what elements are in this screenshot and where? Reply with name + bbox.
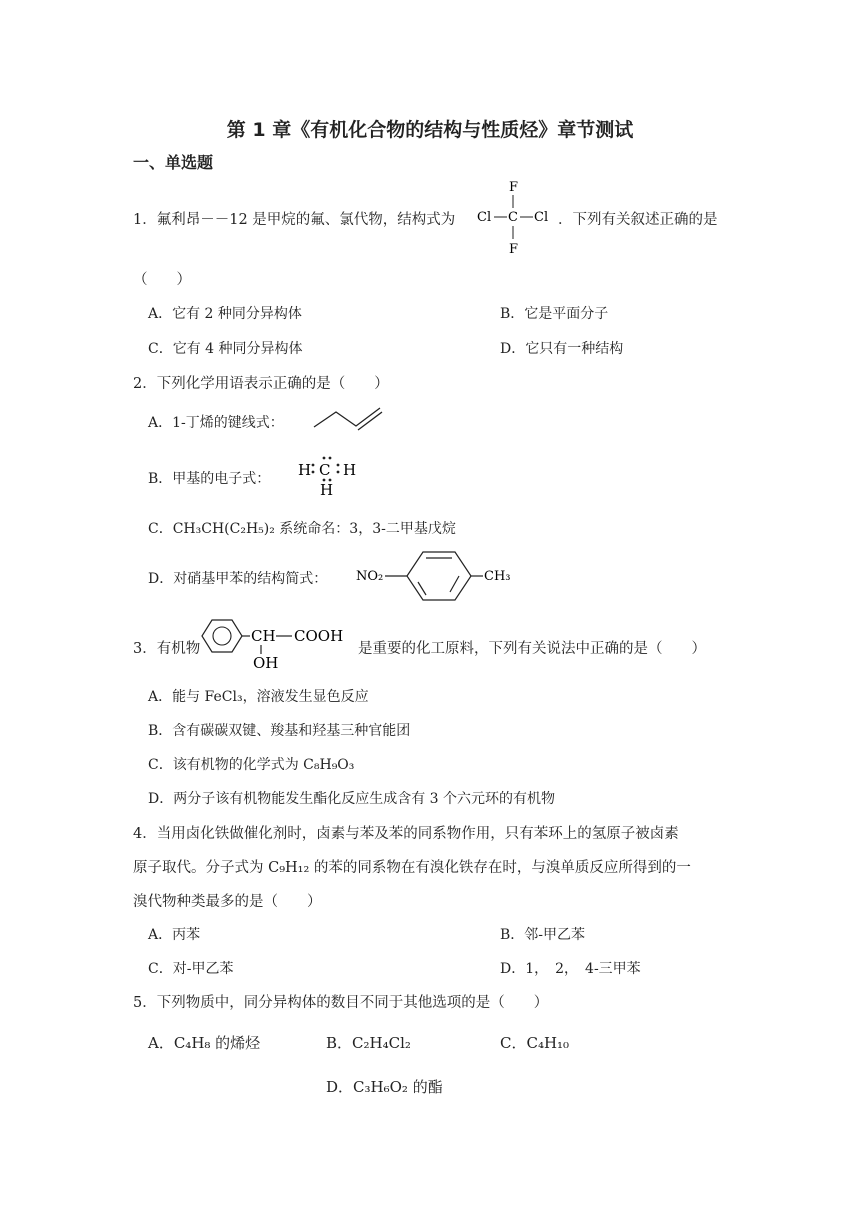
question-3-stem-a: 3．有机物 — [133, 641, 201, 657]
methyl-electron-formula — [297, 455, 362, 500]
question-1-paren: （ ） — [133, 272, 191, 288]
question-1-option-a: A．它有 2 种同分异构体 — [148, 306, 302, 322]
question-3-option-d: D．两分子该有机物能发生酯化反应生成含有 3 个六元环的有机物 — [148, 791, 556, 807]
question-2-option-b: B．甲基的电子式： — [148, 471, 271, 487]
question-4-stem-line-1: 4．当用卤化铁做催化剂时，卤素与苯及苯的同系物作用，只有苯环上的氢原子被卤素 — [133, 826, 679, 842]
freon-c-center: C — [508, 210, 518, 225]
methyl-h-left: H — [298, 461, 312, 479]
question-4-option-b: B．邻-甲乙苯 — [500, 927, 586, 943]
question-2-option-c: C．CH₃CH(C₂H₅)₂ 系统命名：3，3-二甲基戊烷 — [148, 521, 456, 537]
question-2-option-d: D．对硝基甲苯的结构简式： — [148, 571, 328, 587]
question-1-stem-a: 1．氟利昂－－12 是甲烷的氟、氯代物，结构式为 — [133, 212, 456, 228]
methyl-c: C — [319, 461, 331, 479]
oh-label: OH — [253, 654, 279, 670]
question-1-stem-b: ．下列有关叙述正确的是 — [558, 212, 718, 228]
freon-f-bottom: F — [509, 242, 519, 257]
question-2-stem: 2．下列化学用语表示正确的是（ ） — [133, 376, 389, 392]
page-title: 第 1 章《有机化合物的结构与性质烃》章节测试 — [226, 119, 634, 141]
ch-label: CH — [251, 627, 276, 645]
methyl-group-label: CH₃ — [484, 569, 511, 584]
freon-structure-image — [475, 176, 555, 258]
question-3-option-b: B．含有碳碳双键、羧基和羟基三种官能团 — [148, 723, 411, 739]
question-5-option-b: B．C₂H₄Cl₂ — [326, 1034, 411, 1052]
question-5-stem: 5．下列物质中，同分异构体的数目不同于其他选项的是（ ） — [133, 995, 549, 1011]
question-4-stem-line-3: 溴代物种类最多的是（ ） — [133, 894, 322, 910]
question-4-option-a: A．丙苯 — [148, 927, 201, 943]
question-1-option-b: B．它是平面分子 — [500, 306, 609, 322]
freon-cl-left: Cl — [477, 210, 492, 225]
freon-cl-right: Cl — [534, 210, 549, 225]
question-1-option-d: D．它只有一种结构 — [500, 341, 624, 357]
cooh-label: COOH — [294, 627, 344, 645]
freon-f-top: F — [509, 180, 519, 195]
question-1-option-c: C．它有 4 种同分异构体 — [148, 341, 303, 357]
question-5-option-c: C．C₄H₁₀ — [500, 1034, 570, 1052]
nitro-group-label: NO₂ — [356, 569, 384, 584]
methyl-h-bottom: H — [320, 481, 334, 499]
question-5-option-a: A．C₄H₈ 的烯烃 — [148, 1034, 261, 1052]
question-4-option-d: D．1， 2， 4-三甲苯 — [500, 961, 641, 977]
question-5-option-d: D．C₃H₆O₂ 的酯 — [326, 1078, 443, 1096]
question-3-option-c: C．该有机物的化学式为 C₈H₉O₃ — [148, 757, 355, 773]
nitrotoluene-structure — [355, 548, 515, 604]
question-4-stem-line-2: 原子取代。分子式为 C₉H₁₂ 的苯的同系物在有溴化铁存在时，与溴单质反应所得到的一 — [133, 860, 691, 876]
question-3-stem-b: 是重要的化工原料，下列有关说法中正确的是（ ） — [358, 641, 706, 657]
methyl-h-right: H — [343, 461, 357, 479]
butene-skeletal-formula — [310, 400, 385, 432]
question-3-option-a: A．能与 FeCl₃，溶液发生显色反应 — [148, 689, 369, 705]
mandelic-acid-structure — [198, 614, 358, 670]
question-2-option-a: A．1-丁烯的键线式： — [148, 415, 284, 431]
section-heading: 一、单选题 — [133, 153, 214, 172]
question-4-option-c: C．对-甲乙苯 — [148, 961, 234, 977]
